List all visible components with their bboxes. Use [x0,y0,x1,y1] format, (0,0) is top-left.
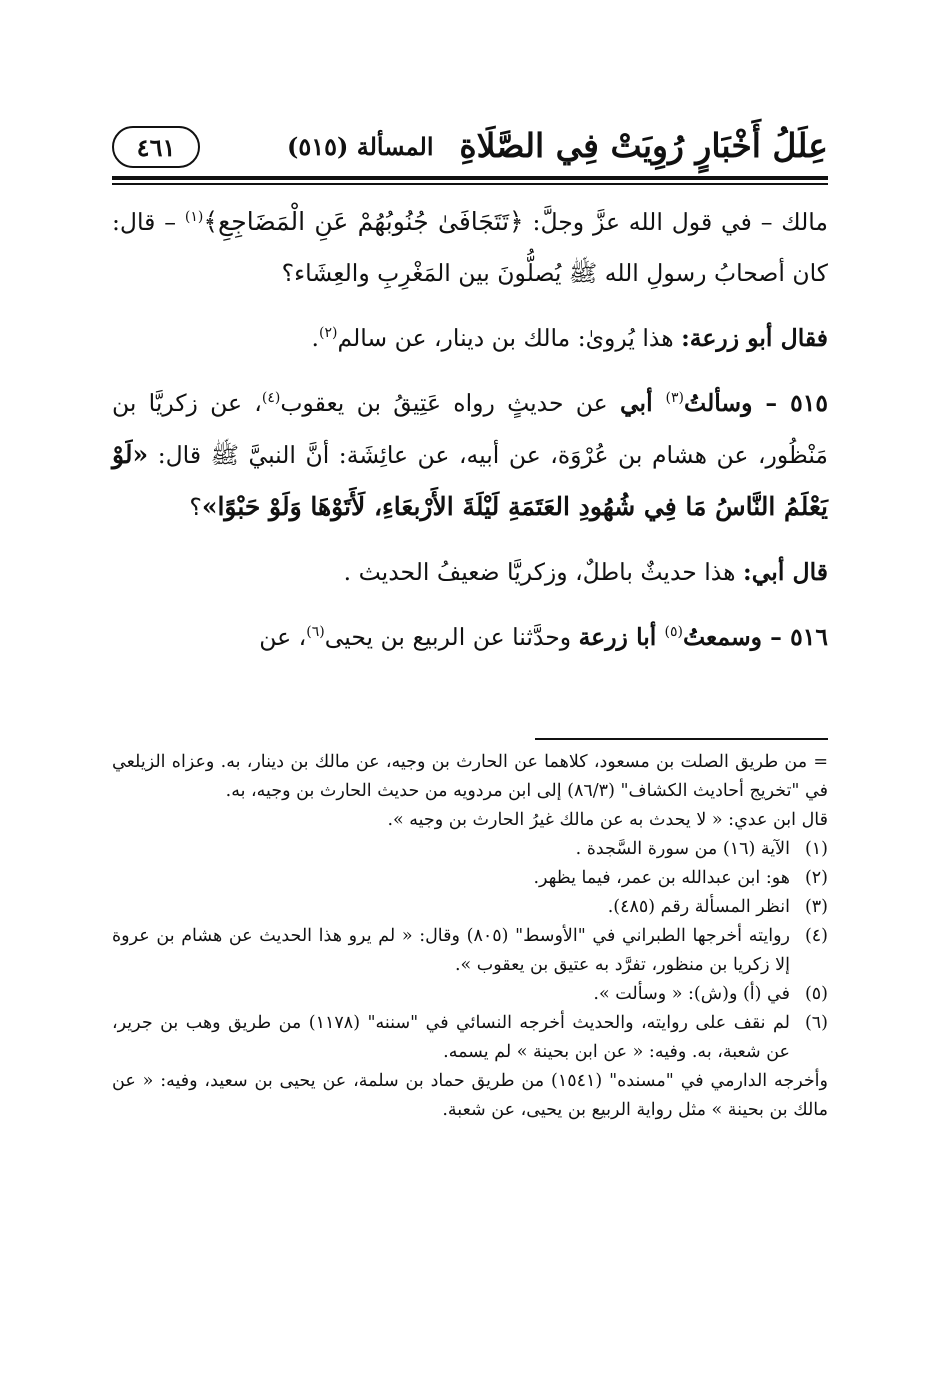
paragraph-1: مالك – في قول الله عزَّ وجلَّ: ﴿تَتَجَافَىٰ جُنُوبُهُمْ عَنِ الْمَضَاجِعِ﴾$^{(١)}$ – قال: كان أصحابُ رسولِ الله ﷺ يُصلُّونَ بين المَغْرِبِ والعِشَاء؟ [112,207,828,287]
footnote-continuation: = من طريق الصلت بن مسعود، كلاهما عن الحارث بن وجيه، عن مالك بن دينار، به. وعزاه الزيلعي في "تخريج أحاديث الكشاف" (٨٦/٣) إلى ابن مردويه من حديث الحارث بن وجيه، به. [112,752,828,801]
paragraph-4: قال أبي: هذا حديثٌ باطلٌ، وزكريَّا ضعيفُ الحديث . [343,558,828,586]
footnote-1 [112,835,828,864]
header-rule-thick [112,176,828,180]
footnote-ref-1: (١) [184,209,204,226]
footnote-number: (٢) [804,868,828,888]
footnote-6 [112,1009,828,1067]
footnote-ref-2: (٢) [319,325,338,342]
footnote-number: (٤) [804,926,828,946]
footnote-text: انظر المسألة رقم (٤٨٥). [607,897,790,917]
footnote-continuation-quote: قال ابن عدي: « لا يحدث به عن مالك غيرُ الحارث بن وجيه ». [387,810,828,830]
footnote-number: (٥) [804,984,828,1004]
page-number: ٤٦١ [136,132,176,162]
running-masala-label: المسألة (٥١٥) [287,132,434,161]
footnote-ref-3: (٣) [665,390,685,407]
footnote-number: (٦) [804,1013,828,1033]
paragraph-515: ٥١٥ – وسألتُ$^{(٣)}$ أبي عن حديثٍ رواه عَتِيقُ بن يعقوب$^{(٤)}$، عن زكريَّا بن مَنْظُور، عن هشام بن عُرْوَة، عن أبيه، عن عائِشَة: أنَّ النبيَّ ﷺ قال: «لَوْ يَعْلَمُ النَّاسُ مَا فِي شُهُودِ العَتَمَةِ لَيْلَةَ الأَرْبعَاءِ، لَأَتَوْهَا وَلَوْ حَبْوًا»؟ [112,389,828,521]
footnote-2 [112,864,828,893]
running-book-title: عِلَلُ أَخْبَارٍ رُوِيَتْ فِي الصَّلَاةِ [459,126,828,165]
footnote-5 [112,980,828,1009]
paragraph-516: ٥١٦ – وسمعتُ$^{(٥)}$ أبا زرعة وحدَّثنا عن الربيع بن يحيى$^{(٦)}$، عن [259,623,828,651]
footnote-ref-6: (٦) [306,624,325,641]
footnote-text: هو: ابن عبدالله بن عمر، فيما يظهر. [533,868,790,888]
header-rule-thin [112,183,828,185]
speaker-abu-zurah: فقال أبو زرعة: [681,324,828,352]
footnote-3 [112,893,828,922]
footnote-ref-4: (٤) [261,390,281,407]
hadith-text: «لَوْ يَعْلَمُ النَّاسُ مَا فِي شُهُودِ العَتَمَةِ لَيْلَةَ الأَرْبعَاءِ، لَأَتَوْهَا وَلَوْ حَبْوًا» [112,440,828,521]
footnote-4 [112,922,828,980]
quran-verse: ﴿تَتَجَافَىٰ جُنُوبُهُمْ عَنِ الْمَضَاجِعِ﴾ [203,207,524,236]
question-number-516: ٥١٦ – وسمعتُ [682,623,828,651]
footnote-number: (٣) [804,897,828,917]
footnote-6-continuation: وأخرجه الدارمي في "مسنده" (١٥٤١) من طريق حماد بن سلمة، عن يحيى بن سعيد، وفيه: « عن مالك بن بحينة » مثل رواية الربيع بن يحيى، عن شعبة. [112,1071,828,1120]
page-number-badge [112,126,200,168]
paragraph-2: فقال أبو زرعة: هذا يُروىٰ: مالك بن دينار، عن سالم$^{(٢)}$. [311,324,828,352]
footnote-text: روايته أخرجها الطبراني في "الأوسط" (٨٠٥) وقال: « لم يرو هذا الحديث عن هشام بن عروة إلا زكريا بن منظور، تفرَّد به عتيق بن يعقوب ». [112,926,790,975]
footnote-number: (١) [804,839,828,859]
footnotes [112,748,828,1125]
footnote-text: الآية (١٦) من سورة السَّجدة . [575,839,790,859]
footnote-text: في (أ) و(ش): « وسألت ». [593,984,790,1004]
footnote-separator [535,738,828,740]
footnote-text: لم نقف على روايته، والحديث أخرجه النسائي في "سننه" (١١٧٨) من طريق وهب بن جرير، عن شعبة، به. وفيه: « عن ابن بحينة » لم يسمه. [112,1013,790,1062]
footnote-ref-5: (٥) [664,624,683,641]
main-text [112,196,828,663]
question-number-515: ٥١٥ – وسألتُ [684,389,828,417]
speaker-abi: قال أبي: [743,558,828,586]
page-header [112,120,828,176]
